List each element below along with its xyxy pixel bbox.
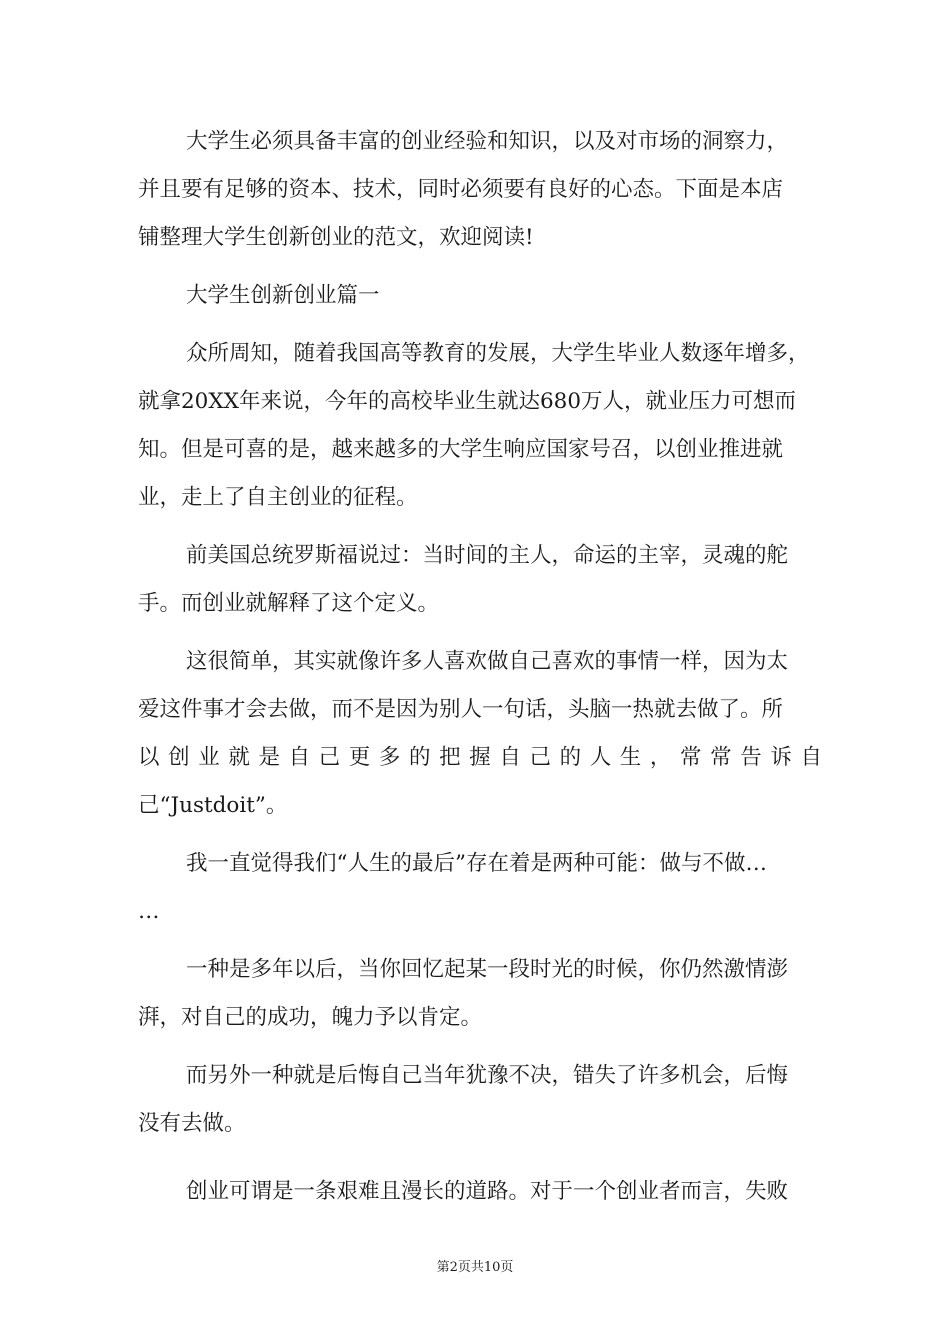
- text-line: 知。但是可喜的是，越来越多的大学生响应国家号召，以创业推进就: [138, 437, 784, 462]
- paragraph: [138, 946, 822, 1042]
- text-line: 大学生必须具备丰富的创业经验和知识，以及对市场的洞察力，: [186, 129, 789, 154]
- text-line: 爱这件事才会去做，而不是因为别人一句话，头脑一热就去做了。所: [138, 697, 784, 722]
- text-line: 这很简单，其实就像许多人喜欢做自己喜欢的事情一样，因为太: [186, 649, 789, 674]
- text-line: 铺整理大学生创新创业的范文，欢迎阅读!: [138, 225, 534, 250]
- text-line: 湃，对自己的成功，魄力予以肯定。: [138, 1005, 483, 1030]
- heading-text: 大学生创新创业篇一: [186, 283, 380, 308]
- paragraph: [138, 1052, 822, 1148]
- paragraph-intro: [138, 118, 822, 262]
- paragraph: [138, 1168, 822, 1216]
- text-line: 没有去做。: [138, 1111, 246, 1136]
- paragraph: [138, 330, 822, 522]
- paragraph: [138, 840, 822, 936]
- text-line: 己“Justdoit”。: [138, 793, 288, 818]
- paragraph: [138, 532, 822, 628]
- text-line: 就拿20XX年来说，今年的高校毕业生就达680万人，就业压力可想而: [138, 389, 797, 414]
- text-line: 一种是多年以后，当你回忆起某一段时光的时候，你仍然激情澎: [186, 957, 789, 982]
- text-line: 前美国总统罗斯福说过：当时间的主人，命运的主宰，灵魂的舵: [186, 543, 789, 568]
- text-line: 创业可谓是一条艰难且漫长的道路。对于一个创业者而言，失败: [186, 1179, 789, 1204]
- text-line: 我一直觉得我们“人生的最后”存在着是两种可能：做与不做…: [186, 851, 767, 876]
- text-line: 手。而创业就解释了这个定义。: [138, 591, 440, 616]
- text-line: 业，走上了自主创业的征程。: [138, 485, 418, 510]
- text-line: 而另外一种就是后悔自己当年犹豫不决，错失了许多机会，后悔: [186, 1063, 789, 1088]
- page-footer: [0, 1256, 950, 1275]
- paragraph: [138, 638, 822, 830]
- text-line: 并且要有足够的资本、技术，同时必须要有良好的心态。下面是本店: [138, 177, 784, 202]
- document-body: [138, 118, 822, 1216]
- text-line: 以创业就是自己更多的把握自己的人生，常常告诉自: [138, 745, 822, 770]
- section-heading: [138, 272, 822, 320]
- page-indicator: 第2页共10页: [436, 1260, 514, 1275]
- text-line: 众所周知，随着我国高等教育的发展，大学生毕业人数逐年增多，: [186, 341, 810, 366]
- text-line: …: [138, 899, 160, 924]
